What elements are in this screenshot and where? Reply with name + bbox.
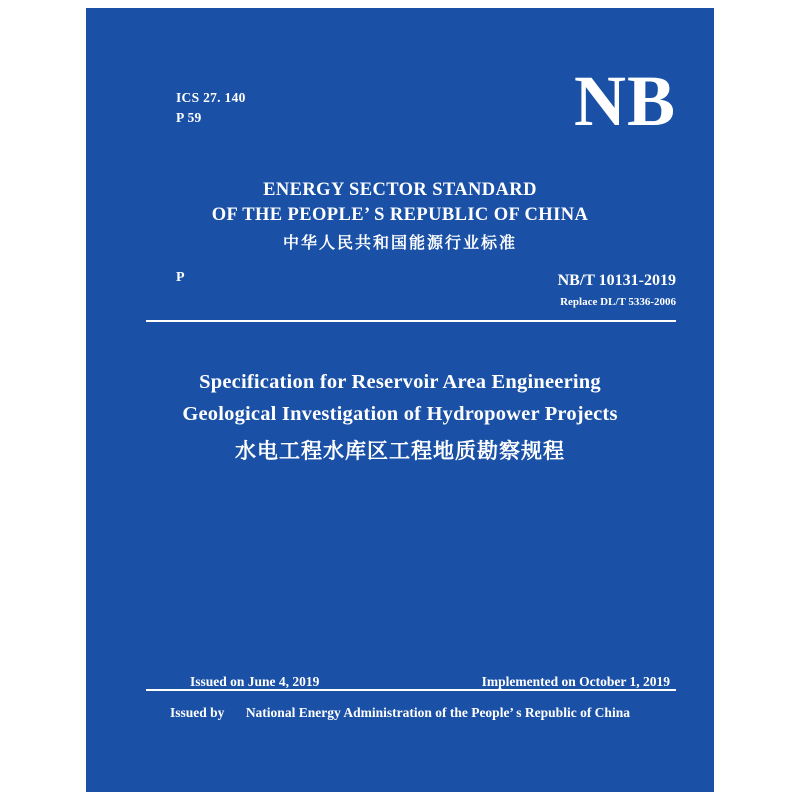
standard-title-line2: OF THE PEOPLE’ S REPUBLIC OF CHINA: [211, 205, 589, 225]
standard-cover-page: [86, 8, 714, 792]
ics-classification-block: [176, 88, 246, 128]
subject-title-line2: Geological Investigation of Hydropower Projects: [182, 403, 618, 425]
implemented-date: Implemented on October 1, 2019: [481, 674, 670, 689]
standard-code-block: [558, 270, 676, 310]
standard-title-chinese: 中华人民共和国能源行业标准: [282, 233, 517, 252]
issued-date: Issued on June 4, 2019: [190, 674, 320, 689]
issued-by-label: Issued by: [170, 705, 225, 720]
ics-number: ICS 27. 140: [176, 90, 246, 105]
issuer-row: [86, 705, 714, 721]
replaced-standard: Replace DL/T 5336-2006: [560, 296, 676, 308]
subject-title-line1: Specification for Reservoir Area Engineering: [199, 371, 601, 393]
classification-code: P 59: [176, 110, 202, 125]
dates-row: [86, 674, 714, 694]
divider-top: [146, 320, 676, 322]
divider-bottom: [146, 689, 676, 691]
subject-title-block: [86, 366, 714, 472]
standard-number: NB/T 10131-2019: [557, 272, 676, 289]
category-letter: P: [176, 270, 185, 285]
subject-title-chinese: 水电工程水库区工程地质勘察规程: [235, 439, 565, 463]
standard-title-line1: ENERGY SECTOR STANDARD: [263, 180, 537, 200]
standard-code-row: [86, 270, 714, 320]
standard-title-block: [86, 178, 714, 258]
issuer-name: National Energy Administration of the People’ s Republic of China: [245, 705, 630, 720]
nb-logo: NB: [573, 61, 676, 141]
